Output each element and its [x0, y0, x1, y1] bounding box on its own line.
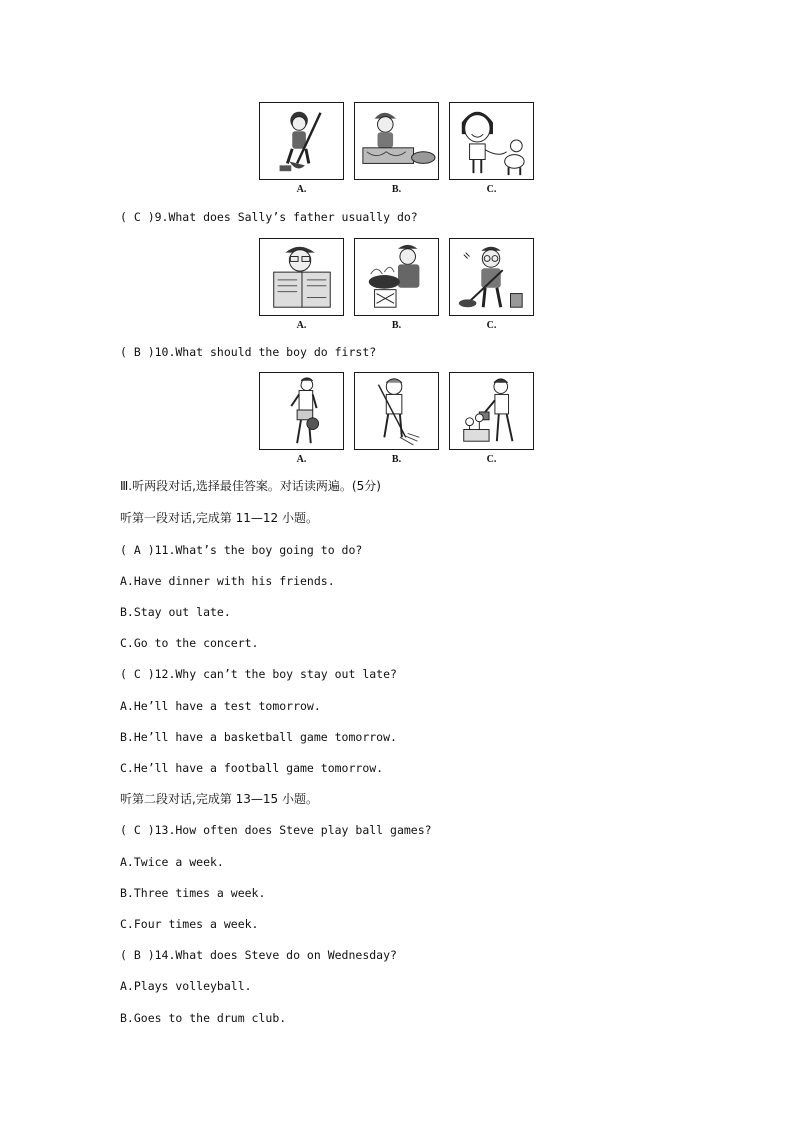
question-13-option-c: C.Four times a week.	[120, 917, 259, 931]
option-label-a: A.	[296, 454, 307, 465]
question-11: ( A )11.What’s the boy going to do?	[120, 543, 363, 557]
question-13-option-a: A.Twice a week.	[120, 855, 224, 869]
question-12: ( C )12.Why can’t the boy stay out late?	[120, 667, 397, 681]
option-label-c: C.	[486, 454, 497, 465]
question-11-option-b: B.Stay out late.	[120, 605, 231, 619]
option-label-b: B.	[391, 184, 402, 195]
dialog-2-intro: 听第二段对话,完成第 13—15 小题。	[120, 792, 318, 806]
question-12-option-a: A.He’ll have a test tomorrow.	[120, 699, 321, 713]
option-label-c: C.	[486, 184, 497, 195]
section-3-heading: Ⅲ.听两段对话,选择最佳答案。对话读两遍。(5分)	[120, 479, 381, 493]
option-label-a: A.	[296, 184, 307, 195]
option-label-b: B.	[391, 320, 402, 331]
boy-sweeping-floor-icon	[354, 372, 439, 450]
question-13-option-b: B.Three times a week.	[120, 886, 266, 900]
question-12-option-c: C.He’ll have a football game tomorrow.	[120, 761, 384, 775]
option-label-c: C.	[486, 320, 497, 331]
question-12-option-b: B.He’ll have a basketball game tomorrow.	[120, 730, 397, 744]
question-9: ( C )9.What does Sally’s father usually do?	[120, 210, 418, 224]
girl-washing-clothes-icon	[354, 102, 439, 180]
dialog-1-intro: 听第一段对话,完成第 11—12 小题。	[120, 511, 318, 525]
question-14-option-a: A.Plays volleyball.	[120, 979, 252, 993]
man-reading-newspaper-icon	[259, 238, 344, 316]
option-label-a: A.	[296, 320, 307, 331]
question-11-option-c: C.Go to the concert.	[120, 636, 259, 650]
man-cooking-icon	[354, 238, 439, 316]
option-label-b: B.	[391, 454, 402, 465]
question-14: ( B )14.What does Steve do on Wednesday?	[120, 948, 397, 962]
boy-watering-flowers-icon	[449, 372, 534, 450]
girl-walking-dog-icon	[449, 102, 534, 180]
man-mopping-floor-icon	[449, 238, 534, 316]
question-11-option-a: A.Have dinner with his friends.	[120, 574, 335, 588]
question-10: ( B )10.What should the boy do first?	[120, 345, 377, 359]
question-13: ( C )13.How often does Steve play ball games?	[120, 823, 432, 837]
boy-playing-basketball-icon	[259, 372, 344, 450]
question-14-option-b: B.Goes to the drum club.	[120, 1011, 287, 1025]
girl-sweeping-floor-icon	[259, 102, 344, 180]
